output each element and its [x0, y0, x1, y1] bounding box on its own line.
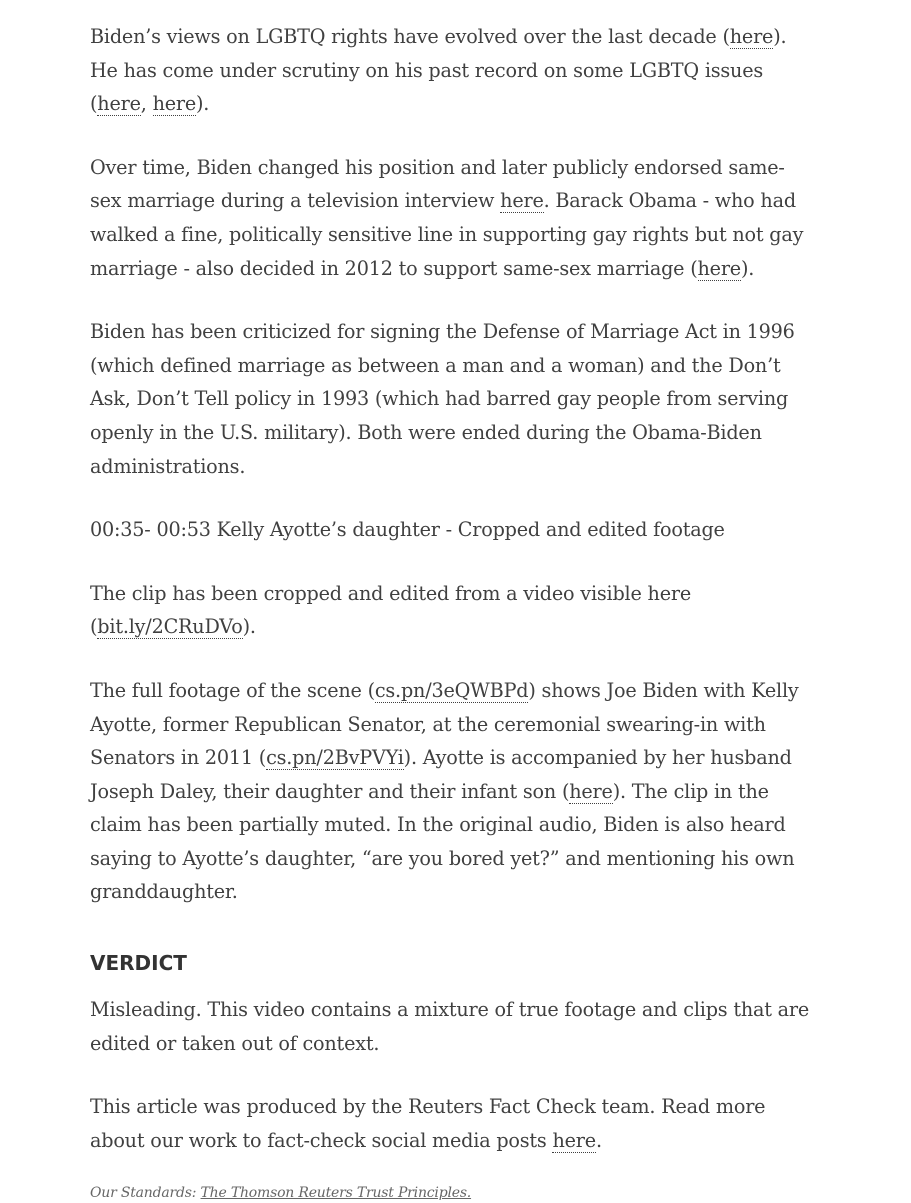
source-link[interactable]: here — [569, 779, 613, 803]
standards-footer: Our Standards: The Thomson Reuters Trust Principles. — [90, 1185, 472, 1202]
source-link[interactable]: here — [500, 189, 544, 213]
paragraph-same-sex-marriage: Over time, Biden changed his position and later publicly endorsed same-sex marriage during a television interview here. Barack Obama - who had walked a fine, politically sensitive line in supporting gay rights but not gay marriage - also decided in 2012 to support same-sex marriage (here). — [90, 155, 804, 280]
source-link[interactable]: here — [152, 92, 197, 116]
source-link[interactable]: bit.ly/2CRuDVo — [97, 615, 243, 639]
paragraph-lgbtq-views: Biden’s views on LGBTQ rights have evolved over the last decade (here). He has come under scrutiny on his past record on some LGBTQ issues (here, here). — [90, 25, 787, 116]
paragraph-full-footage: The full footage of the scene (cs.pn/3eQWBPd) shows Joe Biden with Kelly Ayotte, former Republican Senator, at the ceremonial swearing-in with Senators in 2011 (cs.pn/2BvPVYi). Ayotte is accompanied by her husband Joseph Daley, their daughter and their infant son (here). The clip in the claim has been partially muted. In the original audio, Biden is also heard saying to Ayotte’s daughter, “are you bored yet?” and mentioning his own granddaughter. — [90, 678, 799, 904]
paragraph-clip-source: The clip has been cropped and edited from a video visible here (bit.ly/2CRuDVo). — [90, 581, 691, 639]
source-link[interactable]: cs.pn/3eQWBPd — [374, 678, 529, 702]
trust-principles-link[interactable]: The Thomson Reuters Trust Principles. — [200, 1185, 472, 1202]
source-link[interactable]: here — [97, 92, 141, 116]
verdict-heading: VERDICT — [90, 951, 187, 976]
paragraph-verdict: Misleading. This video contains a mixture of true footage and clips that are edited or taken out of context. — [90, 998, 810, 1055]
source-link[interactable]: here — [729, 25, 774, 48]
source-link[interactable]: cs.pn/2BvPVYi — [266, 746, 404, 770]
fact-check-link[interactable]: here — [552, 1128, 596, 1152]
article-body — [90, 20, 815, 1203]
paragraph-timestamp-section: 00:35- 00:53 Kelly Ayotte’s daughter - Cropped and edited footage — [90, 518, 725, 542]
paragraph-about-team: This article was produced by the Reuters Fact Check team. Read more about our work to fact-check social media posts here. — [90, 1095, 766, 1152]
paragraph-doma-dadt: Biden has been criticized for signing the Defense of Marriage Act in 1996 (which defined marriage as between a man and a woman) and the Don’t Ask, Don’t Tell policy in 1993 (which had barred gay people from serving openly in the U.S. military). Both were ended during the Obama-Biden administrations. — [90, 320, 795, 478]
source-link[interactable]: here — [697, 256, 741, 280]
